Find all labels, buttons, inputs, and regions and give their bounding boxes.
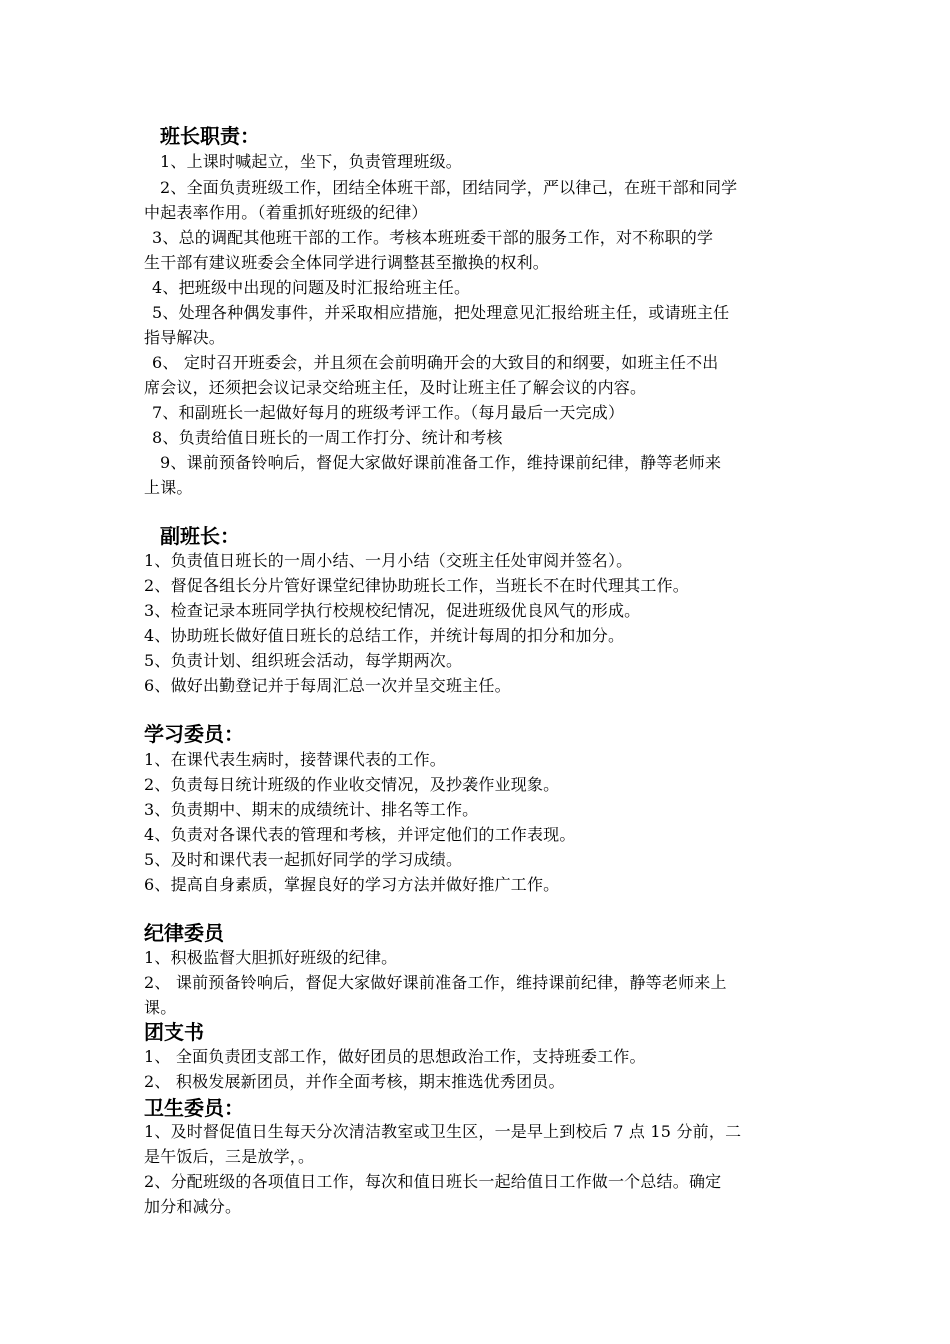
list-item: 课。 xyxy=(144,998,177,1017)
list-item: 9、课前预备铃响后，督促大家做好课前准备工作，维持课前纪律，静等老师来 xyxy=(160,453,722,472)
list-item: 7、和副班长一起做好每月的班级考评工作。（每月最后一天完成） xyxy=(152,403,625,422)
section-title-discipline-committee: 纪律委员 xyxy=(144,921,224,945)
section-title-league-secretary: 团支书 xyxy=(144,1020,204,1044)
list-item: 1、及时督促值日生每天分次清洁教室或卫生区，一是早上到校后 7 点 15 分前，二 xyxy=(144,1122,742,1141)
list-item: 4、负责对各课代表的管理和考核，并评定他们的工作表现。 xyxy=(144,825,576,844)
list-item: 6、做好出勤登记并于每周汇总一次并呈交班主任。 xyxy=(144,676,511,695)
list-item: 5、及时和课代表一起抓好同学的学习成绩。 xyxy=(144,850,463,869)
list-item: 6、 定时召开班委会，并且须在会前明确开会的大致目的和纲要，如班主任不出 xyxy=(152,353,719,372)
list-item: 1、在课代表生病时，接替课代表的工作。 xyxy=(144,750,446,769)
list-item: 8、负责给值日班长的一周工作打分、统计和考核 xyxy=(152,428,503,447)
list-item: 6、提高自身素质，掌握良好的学习方法并做好推广工作。 xyxy=(144,875,560,894)
list-item: 是午饭后，三是放学，。 xyxy=(144,1147,315,1166)
list-item: 2、全面负责班级工作，团结全体班干部，团结同学，严以律己，在班干部和同学 xyxy=(160,178,738,197)
list-item: 中起表率作用。（着重抓好班级的纪律） xyxy=(144,203,428,222)
list-item: 2、 课前预备铃响后，督促大家做好课前准备工作，维持课前纪律，静等老师来上 xyxy=(144,973,727,992)
list-item: 加分和减分。 xyxy=(144,1197,242,1216)
list-item: 3、检查记录本班同学执行校规校纪情况，促进班级优良风气的形成。 xyxy=(144,601,641,620)
list-item: 3、负责期中、期末的成绩统计、排名等工作。 xyxy=(144,800,479,819)
list-item: 生干部有建议班委会全体同学进行调整甚至撤换的权利。 xyxy=(144,253,550,272)
list-item: 上课。 xyxy=(144,478,193,497)
section-title-vice-monitor: 副班长： xyxy=(160,524,240,548)
section-title-hygiene-committee: 卫生委员： xyxy=(144,1096,244,1120)
list-item: 5、负责计划、组织班会活动，每学期两次。 xyxy=(144,651,463,670)
list-item: 3、总的调配其他班干部的工作。考核本班班委干部的服务工作，对不称职的学 xyxy=(152,228,714,247)
section-title-study-committee: 学习委员： xyxy=(144,722,244,746)
list-item: 1、积极监督大胆抓好班级的纪律。 xyxy=(144,948,398,967)
list-item: 2、 积极发展新团员，并作全面考核，期末推选优秀团员。 xyxy=(144,1072,565,1091)
list-item: 1、 全面负责团支部工作，做好团员的思想政治工作，支持班委工作。 xyxy=(144,1047,646,1066)
list-item: 4、协助班长做好值日班长的总结工作，并统计每周的扣分和加分。 xyxy=(144,626,625,645)
list-item: 1、上课时喊起立，坐下，负责管理班级。 xyxy=(160,152,462,171)
list-item: 指导解决。 xyxy=(144,328,226,347)
list-item: 4、把班级中出现的问题及时汇报给班主任。 xyxy=(152,278,471,297)
list-item: 席会议，还须把会议记录交给班主任，及时让班主任了解会议的内容。 xyxy=(144,378,647,397)
list-item: 2、分配班级的各项值日工作，每次和值日班长一起给值日工作做一个总结。确定 xyxy=(144,1172,722,1191)
section-title-monitor: 班长职责： xyxy=(160,124,260,148)
list-item: 2、负责每日统计班级的作业收交情况，及抄袭作业现象。 xyxy=(144,775,560,794)
list-item: 1、负责值日班长的一周小结、一月小结（交班主任处审阅并签名）。 xyxy=(144,551,633,570)
list-item: 2、督促各组长分片管好课堂纪律协助班长工作，当班长不在时代理其工作。 xyxy=(144,576,689,595)
list-item: 5、处理各种偶发事件，并采取相应措施，把处理意见汇报给班主任，或请班主任 xyxy=(152,303,730,322)
